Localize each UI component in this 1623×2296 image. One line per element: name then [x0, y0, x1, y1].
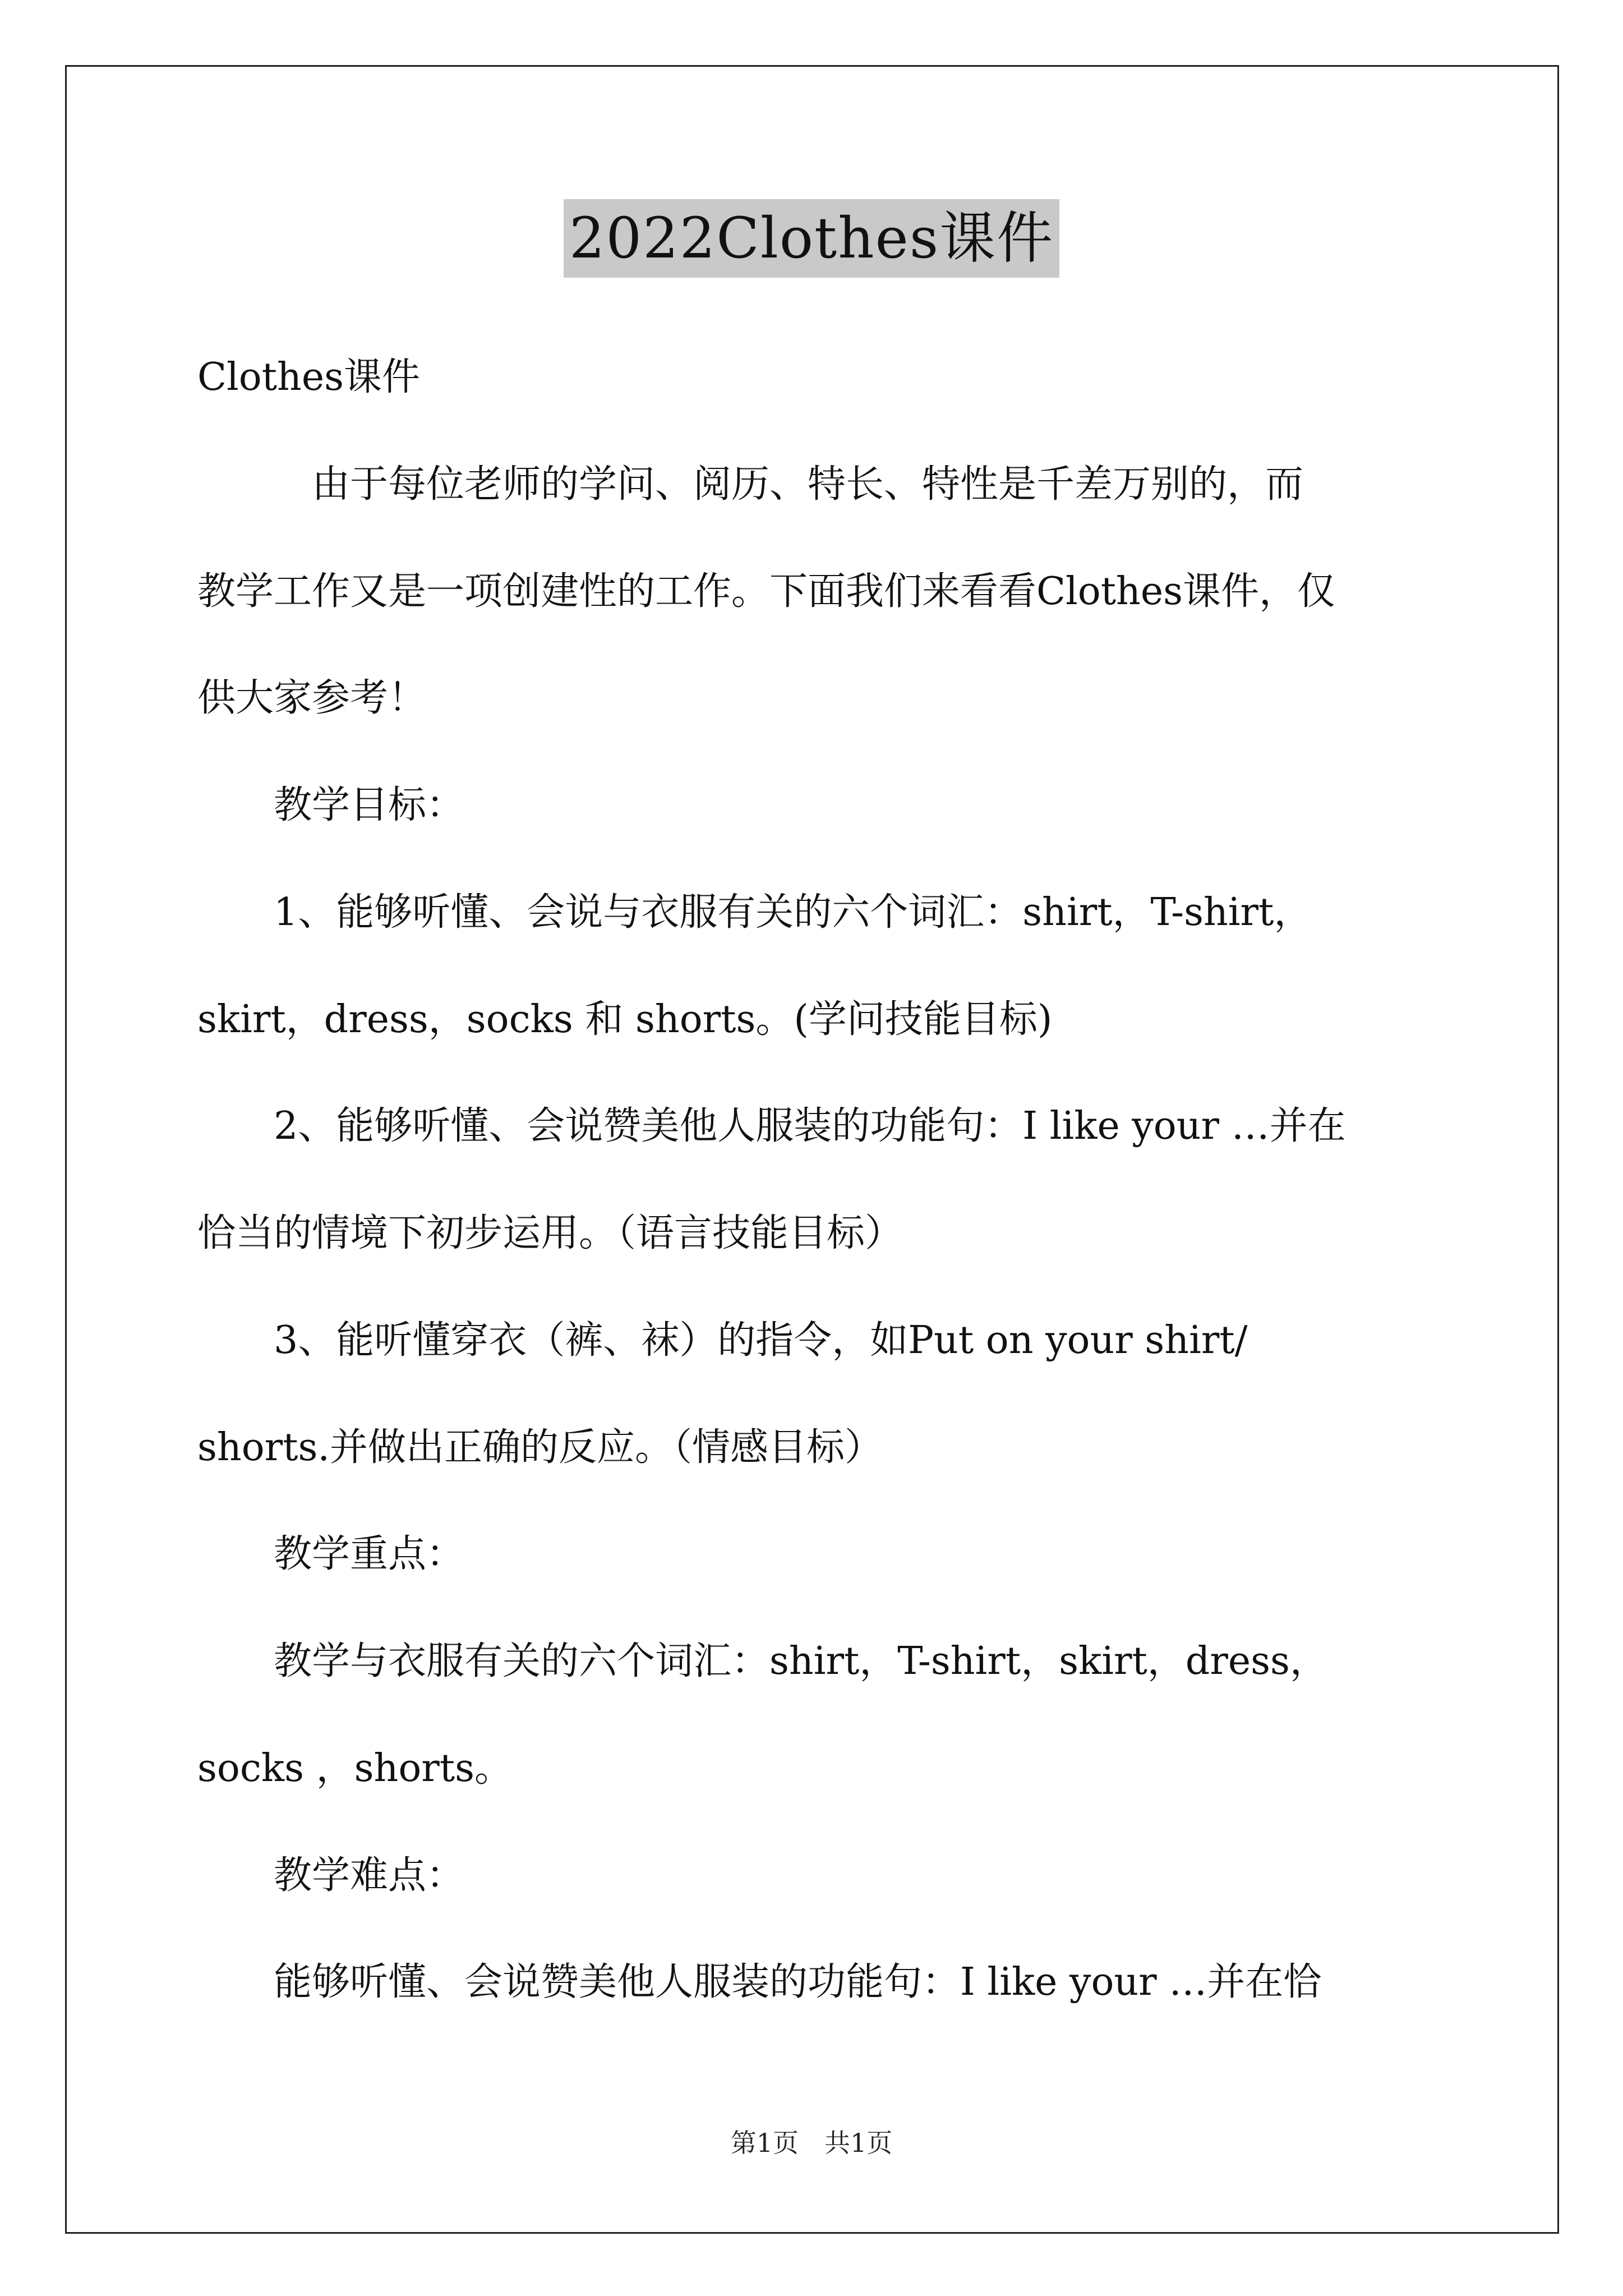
- text-line-4: 供大家参考！: [197, 676, 427, 720]
- text-line-3: 教学工作又是一项创建性的工作。下面我们来看看Clothes课件，仅: [197, 569, 1335, 614]
- text-line-12: 教学重点：: [197, 1532, 465, 1576]
- text-line-10: 3、能听懂穿衣（裤、袜）的指令，如Put on your shirt/: [197, 1318, 1248, 1363]
- text-line-11: shorts.并做出正确的反应。（情感目标）: [197, 1425, 883, 1470]
- page-footer: 第1页 共1页: [730, 2128, 893, 2158]
- title-container: [0, 199, 1623, 278]
- text-line-5: 教学目标：: [197, 783, 465, 827]
- text-line-2: 由于每位老师的学问、阅历、特长、特性是千差万别的，而: [197, 462, 1304, 507]
- text-line-1: Clothes课件: [197, 355, 420, 399]
- text-line-6: 1、能够听懂、会说与衣服有关的六个词汇：shirt，T-shirt，: [197, 890, 1312, 935]
- text-line-8: 2、能够听懂、会说赞美他人服装的功能句：I like your …并在: [197, 1104, 1346, 1148]
- text-line-13: 教学与衣服有关的六个词汇：shirt，T-shirt，skirt，dress，: [197, 1639, 1328, 1683]
- document-title: 2022Clothes课件: [564, 199, 1059, 278]
- text-line-16: 能够听懂、会说赞美他人服装的功能句：I like your …并在恰: [197, 1960, 1322, 2004]
- text-line-14: socks ，shorts。: [197, 1746, 513, 1791]
- text-line-15: 教学难点：: [197, 1853, 465, 1898]
- text-line-9: 恰当的情境下初步运用。（语言技能目标）: [197, 1211, 903, 1255]
- text-line-7: skirt，dress，socks 和 shorts。(学问技能目标): [197, 997, 1053, 1042]
